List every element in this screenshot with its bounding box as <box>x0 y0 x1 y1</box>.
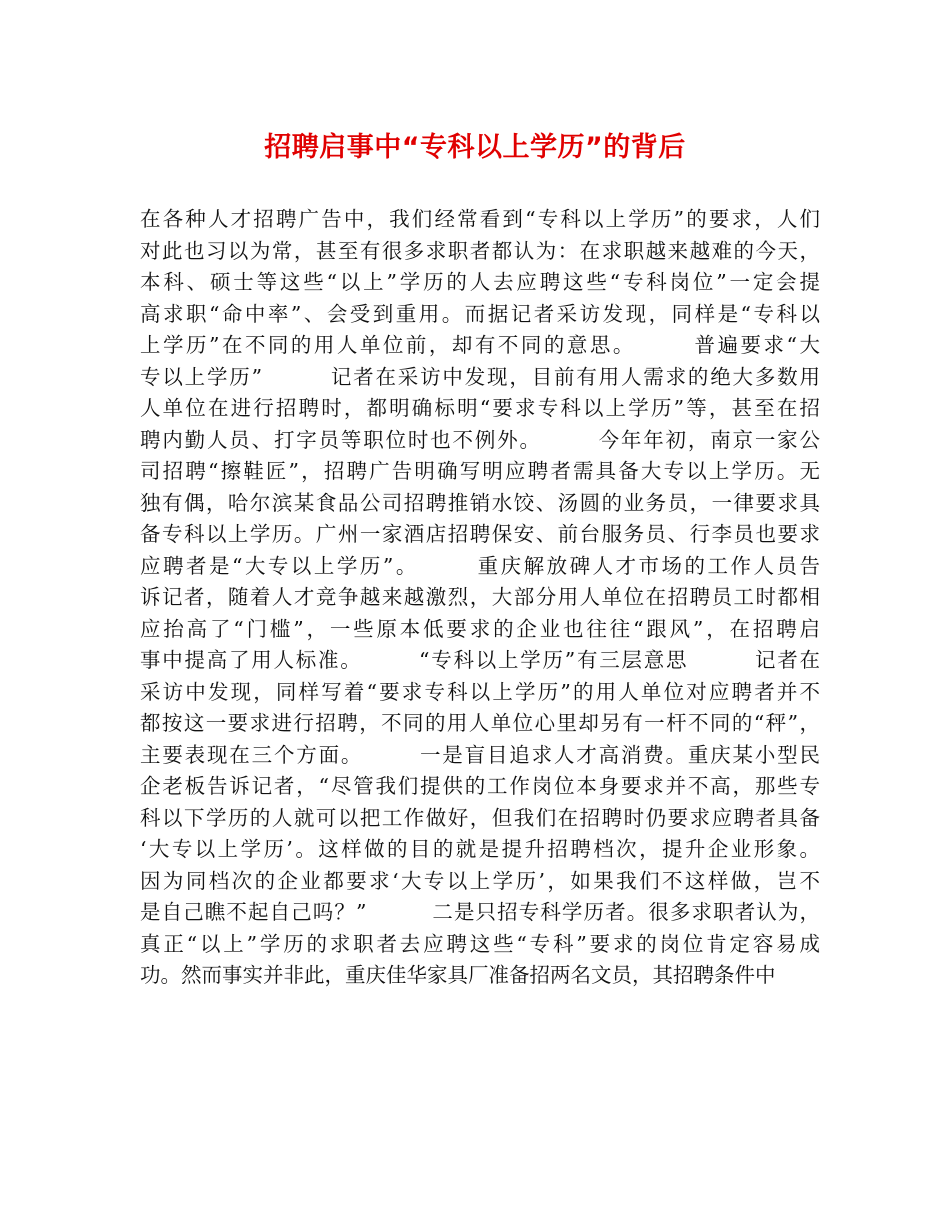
body-text-line: 采访中发现，同样写着“要求专科以上学历”的用人单位对应聘者并不 <box>140 679 820 704</box>
body-text-line: 独有偶，哈尔滨某食品公司招聘推销水饺、汤圆的业务员，一律要求具 <box>140 490 820 515</box>
body-text-line: 专以上学历” 记者在采访中发现，目前有用人需求的绝大多数用 <box>140 364 820 389</box>
body-text-line: 应聘者是“大专以上学历”。 重庆解放碑人才市场的工作人员告 <box>140 553 820 578</box>
body-text-line: 人单位在进行招聘时，都明确标明“要求专科以上学历”等，甚至在招 <box>140 396 820 420</box>
body-text-line: 聘内勤人员、打字员等职位时也不例外。 今年年初，南京一家公 <box>140 427 820 452</box>
body-text-line: 因为同档次的企业都要求‘大专以上学历’，如果我们不这样做，岂不 <box>140 868 820 893</box>
body-text-line: 在各种人才招聘广告中，我们经常看到“专科以上学历”的要求，人们 <box>140 207 820 231</box>
body-text-line: 主要表现在三个方面。 一是盲目追求人才高消费。重庆某小型民 <box>140 742 820 767</box>
body-text-line: 诉记者，随着人才竞争越来越激烈，大部分用人单位在招聘员工时都相 <box>140 585 820 609</box>
body-text-line: 功。然而事实并非此，重庆佳华家具厂准备招两名文员，其招聘条件中 <box>140 963 776 987</box>
body-text-line: ‘大专以上学历’。这样做的目的就是提升招聘档次，提升企业形象。 <box>140 837 820 861</box>
body-text-line: 高求职“命中率”、会受到重用。而据记者采访发现，同样是“专科以 <box>140 301 820 326</box>
body-text-line: 上学历”在不同的用人单位前，却有不同的意思。 普遍要求“大 <box>140 333 820 357</box>
body-text-line: 都按这一要求进行招聘，不同的用人单位心里却另有一杆不同的“秤”， <box>140 711 820 735</box>
body-text-line: 本科、硕士等这些“以上”学历的人去应聘这些“专科岗位”一定会提 <box>140 270 820 294</box>
body-text-line: 科以下学历的人就可以把工作做好，但我们在招聘时仍要求应聘者具备 <box>140 805 820 830</box>
body-text-line: 对此也习以为常，甚至有很多求职者都认为：在求职越来越难的今天， <box>140 238 820 263</box>
body-text-line: 备专科以上学历。广州一家酒店招聘保安、前台服务员、行李员也要求 <box>140 522 820 546</box>
body-text-line: 是自己瞧不起自己吗？” 二是只招专科学历者。很多求职者认为， <box>140 900 820 924</box>
body-text-line: 事中提高了用人标准。 “专科以上学历”有三层意思 记者在 <box>140 648 820 672</box>
document-title: 招聘启事中“专科以上学历”的背后 <box>264 132 686 163</box>
body-text-line: 应抬高了“门槛”，一些原本低要求的企业也往往“跟风”，在招聘启 <box>140 616 820 641</box>
body-text-line: 真正“以上”学历的求职者去应聘这些“专科”要求的岗位肯定容易成 <box>140 931 820 956</box>
body-text-line: 司招聘“擦鞋匠”，招聘广告明确写明应聘者需具备大专以上学历。无 <box>140 459 820 483</box>
document-body <box>140 204 820 992</box>
body-text-line: 企老板告诉记者，“尽管我们提供的工作岗位本身要求并不高，那些专 <box>140 774 820 798</box>
